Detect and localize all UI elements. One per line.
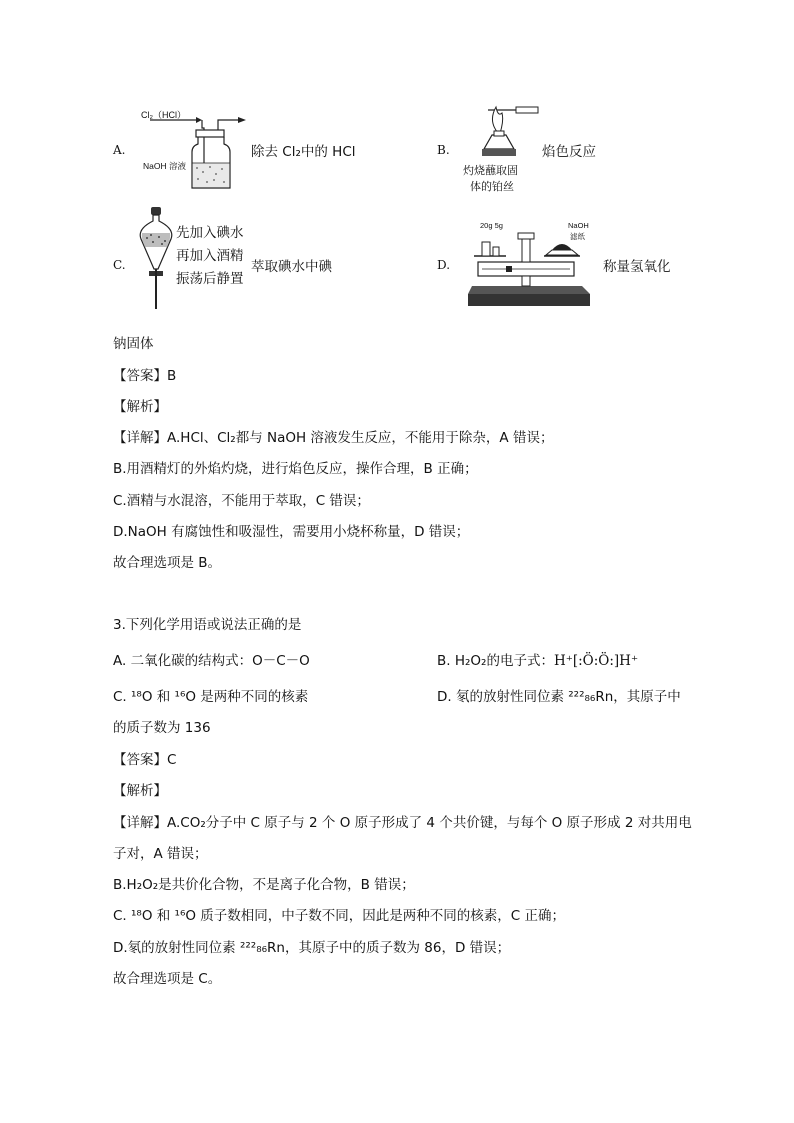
q3-detail-line: B.H₂O₂是共价化合物，不是离子化合物，B 错误；	[113, 877, 415, 893]
q3-answer: 【答案】C	[113, 752, 177, 768]
q3-option-a: A. 二氧化碳的结构式：O－C－O	[113, 653, 310, 669]
q3-detail-line: 【详解】A.CO₂分子中 C 原子与 2 个 O 原子形成了 4 个共价键，与每个 O 原子形成 2 对共用电	[113, 815, 692, 831]
flame-note-line2: 体的铂丝	[470, 180, 514, 193]
filter-paper-label: 滤纸	[570, 232, 585, 241]
q3-option-b	[437, 649, 638, 669]
q3-detail-line: D.氡的放射性同位素 ²²²₈₆Rn，其原子中的质子数为 86，D 错误；	[113, 940, 511, 956]
q2-detail-line: 【详解】A.HCl、Cl₂都与 NaOH 溶液发生反应，不能用于除杂，A 错误；	[113, 430, 554, 446]
q3-option-d-wrap: 的质子数为 136	[113, 720, 211, 736]
q3-detail-line: 子对，A 错误；	[113, 846, 208, 862]
option-d-wrap: 钠固体	[113, 336, 154, 352]
q2-detail-line: C.酒精与水混溶，不能用于萃取，C 错误；	[113, 493, 370, 509]
flame-test-diagram	[478, 103, 538, 163]
figure-a-caption: 除去 Cl₂中的 HCl	[251, 144, 356, 160]
electron-formula: H⁺[:Ö:Ö:]H⁺	[553, 653, 639, 669]
q2-detail-line: B.用酒精灯的外焰灼烧，进行焰色反应，操作合理，B 正确；	[113, 461, 478, 477]
q2-analysis-heading: 【解析】	[113, 399, 167, 415]
naoh-label: NaOH	[568, 221, 589, 230]
balance-diagram	[466, 228, 596, 308]
figure-b-caption: 焰色反应	[542, 144, 596, 160]
q3-conclusion: 故合理选项是 C。	[113, 971, 222, 987]
q3-option-d: D. 氡的放射性同位素 ²²²₈₆Rn，其原子中	[437, 689, 681, 705]
option-b-letter: B.	[437, 143, 450, 157]
q3-option-b-prefix: B. H₂O₂的电子式：	[437, 653, 554, 669]
q2-conclusion: 故合理选项是 B。	[113, 555, 222, 571]
option-a-letter: A.	[113, 143, 126, 157]
funnel-step1: 先加入碘水	[176, 225, 244, 241]
q3-detail-line: C. ¹⁸O 和 ¹⁶O 质子数相同，中子数不同，因此是两种不同的核素，C 正确；	[113, 908, 565, 924]
figure-d-caption: 称量氢氧化	[603, 259, 671, 275]
gas-label: Cl₂（HCl）	[141, 110, 186, 120]
q2-detail-line: D.NaOH 有腐蚀性和吸湿性，需要用小烧杯称量，D 错误；	[113, 524, 470, 540]
reagent-label: NaOH 溶液	[143, 161, 186, 171]
flame-note-line1: 灼烧蘸取固	[463, 164, 518, 177]
q3-analysis-heading: 【解析】	[113, 783, 167, 799]
figure-c-caption: 萃取碘水中碘	[251, 259, 332, 275]
funnel-step3: 振荡后静置	[176, 271, 244, 287]
q3-option-c: C. ¹⁸O 和 ¹⁶O 是两种不同的核素	[113, 689, 309, 705]
funnel-step2: 再加入酒精	[176, 248, 244, 264]
option-d-letter: D.	[437, 258, 451, 272]
separatory-funnel-diagram	[137, 205, 177, 315]
q3-title: 3.下列化学用语或说法正确的是	[113, 617, 302, 633]
weights-label: 20g 5g	[480, 221, 503, 230]
q2-answer: 【答案】B	[113, 368, 177, 384]
option-c-letter: C.	[113, 258, 126, 272]
